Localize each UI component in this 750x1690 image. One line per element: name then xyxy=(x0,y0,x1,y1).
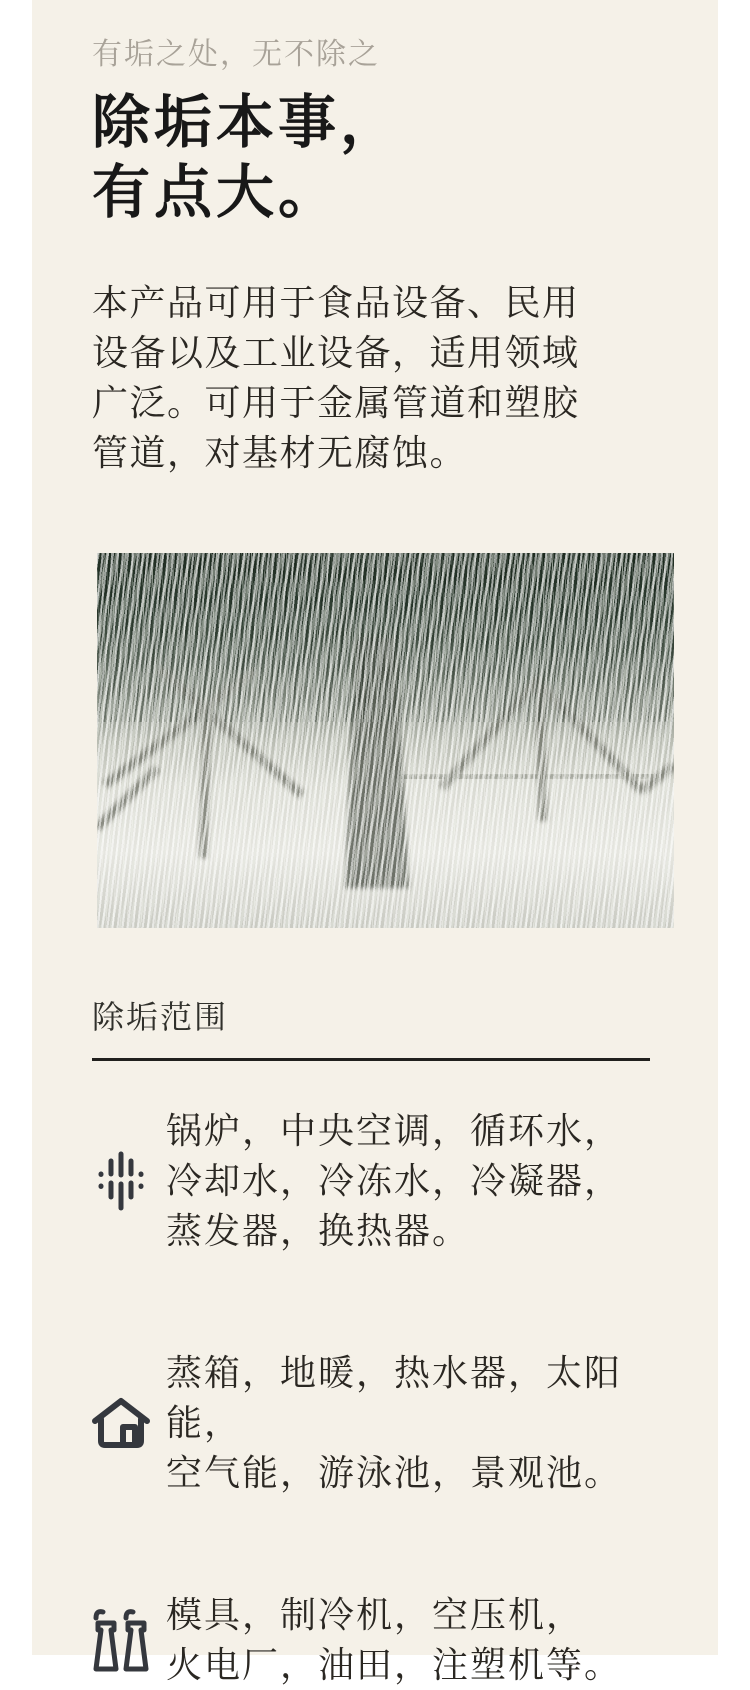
intro-line: 本产品可用于食品设备、民用 xyxy=(92,282,580,323)
scope-item-industrial xyxy=(92,1590,662,1690)
scope-list xyxy=(92,1106,662,1690)
page-title-line-1: 除垢本事， xyxy=(92,90,403,155)
intro-paragraph xyxy=(92,278,662,478)
scope-line: 火电厂，油田，注塑机等。 xyxy=(166,1644,623,1685)
scope-line: 冷却水，冷冻水，冷凝器， xyxy=(166,1160,623,1201)
page-title-line-2: 有点大。 xyxy=(92,160,341,225)
section-title: 除垢范围 xyxy=(92,999,229,1035)
scope-line: 空气能，游泳池，景观池。 xyxy=(166,1452,623,1493)
article-content xyxy=(32,0,718,1690)
article-panel xyxy=(32,0,718,1685)
tagline: 有垢之处，无不除之 xyxy=(92,38,380,71)
scope-item-text xyxy=(166,1348,662,1498)
factory-chimneys-icon xyxy=(92,1607,150,1673)
scope-line: 锅炉，中央空调，循环水， xyxy=(166,1110,623,1151)
scope-line: 模具，制冷机，空压机， xyxy=(166,1594,585,1635)
spray-texture xyxy=(97,553,674,928)
scope-item-boilers xyxy=(92,1106,662,1256)
scope-item-text xyxy=(166,1590,622,1690)
scope-item-text xyxy=(166,1106,622,1256)
scope-line: 蒸箱，地暖，热水器，太阳能， xyxy=(166,1352,623,1443)
product-photo-water-spray xyxy=(97,553,674,928)
intro-line: 管道，对基材无腐蚀。 xyxy=(92,432,468,473)
scope-item-household xyxy=(92,1348,662,1498)
page-title xyxy=(92,88,662,228)
section-divider xyxy=(92,1058,650,1061)
scope-line: 蒸发器，换热器。 xyxy=(166,1210,471,1251)
intro-line: 广泛。可用于金属管道和塑胶 xyxy=(92,382,580,423)
intro-line: 设备以及工业设备，适用领域 xyxy=(92,332,580,373)
spray-wave-icon xyxy=(92,1150,150,1212)
house-icon xyxy=(92,1396,150,1450)
